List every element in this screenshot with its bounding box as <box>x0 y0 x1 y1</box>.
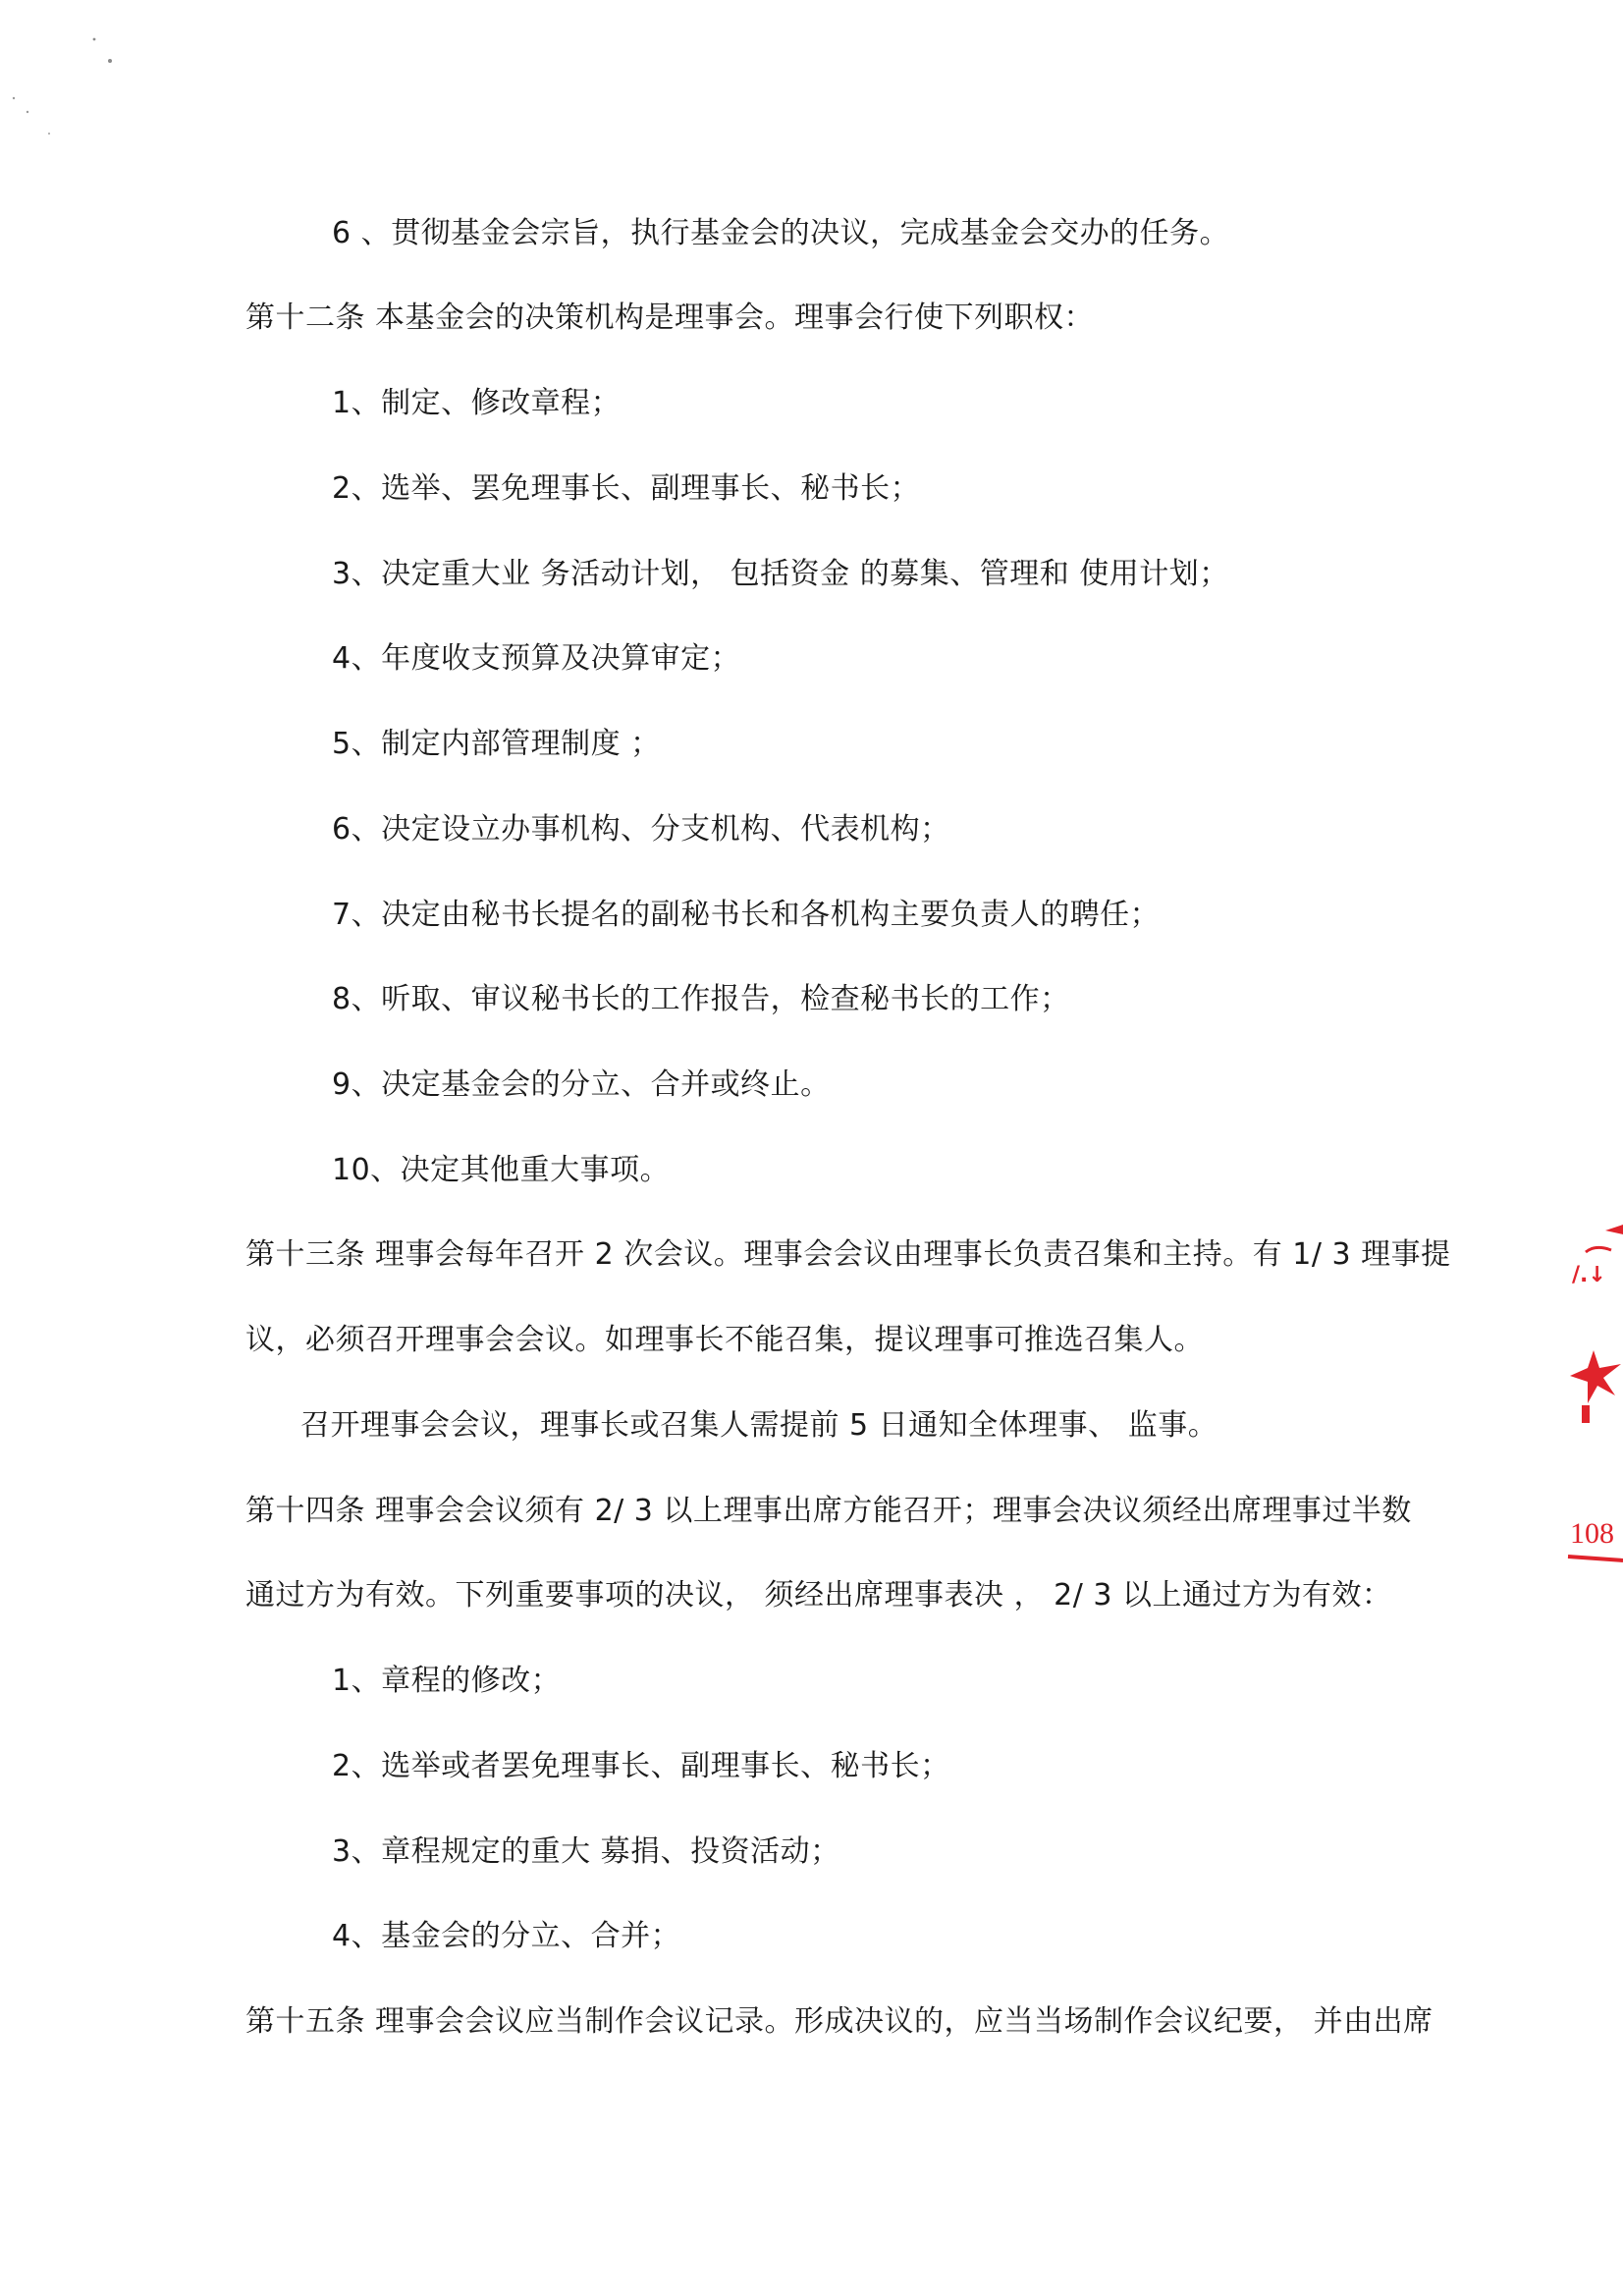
list-item: 2、选举或者罢免理事长、副理事长、秘书长； <box>332 1749 950 1783</box>
list-item: 2、选举、罢免理事长、副理事长、秘书长； <box>332 471 921 506</box>
list-item: 5、制定内部管理制度 ； <box>332 727 661 761</box>
article-13-heading: 第十三条 理事会每年召开 2 次会议。理事会会议由理事长负责召集和主持。有 1/ 3 理事提 <box>245 1237 1451 1272</box>
article-15-heading: 第十五条 理事会会议应当制作会议记录。形成决议的，应当当场制作会议纪要， 并由出席 <box>245 2004 1434 2039</box>
list-item: 6、决定设立办事机构、分支机构、代表机构； <box>332 812 950 847</box>
article-14-heading: 第十四条 理事会会议须有 2/ 3 以上理事出席方能召开；理事会决议须经出席理事过半数 <box>245 1494 1412 1528</box>
scan-specks <box>0 0 137 157</box>
seal-number: 108 <box>1570 1517 1614 1550</box>
text-line: 通过方为有效。下列重要事项的决议， 须经出席理事表决 ， 2/ 3 以上通过方为有效： <box>245 1578 1392 1613</box>
list-item: 10、决定其他重大事项。 <box>332 1153 671 1187</box>
list-item: 7、决定由秘书长提名的副秘书长和各机构主要负责人的聘任； <box>332 898 1161 932</box>
list-item: 4、年度收支预算及决算审定； <box>332 641 741 676</box>
text-line: 6 、贯彻基金会宗旨，执行基金会的决议，完成基金会交办的任务。 <box>332 216 1230 250</box>
red-seal-edge <box>1566 1223 1623 1576</box>
text-line: 议，必须召开理事会会议。如理事长不能召集，提议理事可推选召集人。 <box>245 1323 1204 1357</box>
list-item: 3、章程规定的重大 募捐、投资活动； <box>332 1834 840 1869</box>
list-item: 4、基金会的分立、合并； <box>332 1919 681 1953</box>
list-item: 1、章程的修改； <box>332 1664 562 1698</box>
list-item: 8、听取、审议秘书长的工作报告，检查秘书长的工作； <box>332 982 1070 1016</box>
svg-text:/.↓: /.↓ <box>1572 1263 1606 1287</box>
list-item: 1、制定、修改章程； <box>332 386 622 420</box>
list-item: 3、决定重大业 务活动计划， 包括资金 的募集、管理和 使用计划； <box>332 557 1229 591</box>
list-item: 9、决定基金会的分立、合并或终止。 <box>332 1067 831 1102</box>
article-12-heading: 第十二条 本基金会的决策机构是理事会。理事会行使下列职权： <box>245 301 1095 335</box>
text-line: 召开理事会会议，理事长或召集人需提前 5 日通知全体理事、 监事。 <box>300 1408 1218 1443</box>
